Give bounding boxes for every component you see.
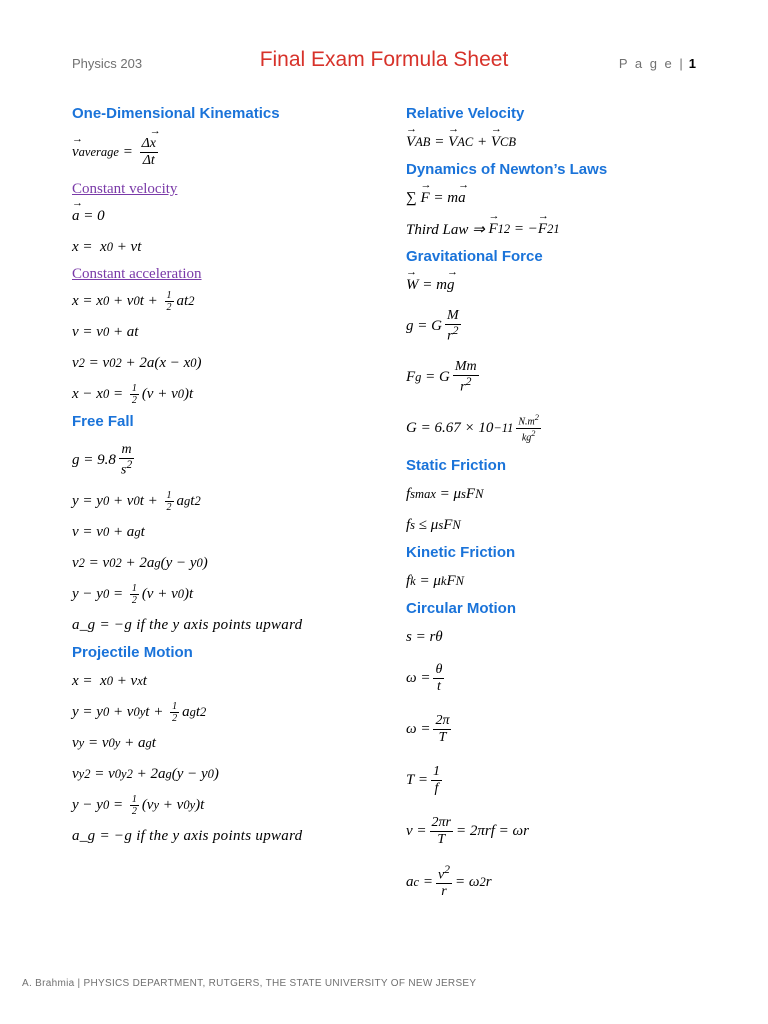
- heading-gravitational-force: Gravitational Force: [406, 248, 543, 265]
- eq-projectile-x: x = x 0 + v x t: [72, 672, 147, 689]
- eq-position-constant-acceleration: x = x 0 + v 0 t + $\frac{1}{2}$ at 2: [72, 289, 195, 313]
- eq-third-law: Third Law ⇒ → F 12 = − → F 21: [406, 217, 706, 241]
- eq-gravity-value: g = 9.8 $\frac{m}{s^2}$: [72, 442, 133, 478]
- subheading-constant-velocity: Constant velocity: [72, 181, 178, 197]
- page-title: Final Exam Formula Sheet: [259, 48, 509, 71]
- eq-displacement-average: x − x 0 = $\frac{1}{2}$ (v + v 0 )t: [72, 382, 194, 406]
- eq-arc-length: s = rθ: [406, 628, 443, 645]
- page-label: P a g e |: [618, 56, 685, 71]
- eq-freefall-position: y = y 0 + v 0 t + $\frac{1}{2}$ a g t 2: [72, 489, 201, 513]
- eq-projectile-displacement: y − y 0 = $\frac{1}{2}$ (v y + v 0y )t: [72, 793, 205, 817]
- left-column: [72, 100, 372, 855]
- eq-static-friction-max: f s max = μ s F N: [406, 485, 484, 502]
- course-name: Physics 203: [72, 56, 143, 71]
- eq-gravitational-constant: G = 6.67 × 10 −11 $\frac{N.m^2}{kg^2}$: [406, 413, 539, 443]
- eq-surface-gravity: g = G $\frac{M}{r^2}$: [406, 308, 459, 344]
- right-column: [406, 100, 706, 911]
- eq-static-friction-inequality: f s ≤ μ s F N: [406, 516, 461, 533]
- heading-circular-motion: Circular Motion: [406, 600, 517, 617]
- heading-projectile-motion: Projectile Motion: [72, 644, 193, 661]
- heading-static-friction: Static Friction: [406, 457, 507, 474]
- subheading-constant-acceleration: Constant acceleration: [72, 266, 202, 282]
- eq-weight: → W = m → g: [406, 273, 706, 297]
- eq-zero-acceleration: → a = 0: [72, 204, 372, 228]
- eq-average-velocity: → v average = $\frac{\Delta\to x}{\Delta t}$: [72, 130, 372, 174]
- note-ag-freefall: a_g = −g if the y axis points upward: [72, 616, 303, 633]
- eq-linear-velocity: v = $\frac{2\pi r}{T}$ = 2πrf = ωr: [406, 815, 529, 847]
- eq-velocity-squared: v 2 = v 0 2 + 2a(x − x 0 ): [72, 354, 202, 371]
- eq-relative-velocity: → V AB = → V AC + → V CB: [406, 130, 706, 154]
- heading-kinematics: One-Dimensional Kinematics: [72, 105, 280, 122]
- heading-free-fall: Free Fall: [72, 413, 134, 430]
- footer-credit: A. Brahmia | PHYSICS DEPARTMENT, RUTGERS, THE STATE UNIVERSITY OF NEW JERSEY: [22, 978, 477, 989]
- heading-newton-laws: Dynamics of Newton’s Laws: [406, 161, 608, 178]
- eq-kinetic-friction: f k = μ k F N: [406, 572, 464, 589]
- eq-position-constant-velocity: x = x 0 + vt: [72, 238, 142, 255]
- heading-kinetic-friction: Kinetic Friction: [406, 544, 516, 561]
- eq-gravitational-force: F g = G $\frac{Mm}{r^2}$: [406, 359, 477, 395]
- eq-freefall-displacement: y − y 0 = $\frac{1}{2}$ (v + v 0 )t: [72, 582, 194, 606]
- eq-projectile-y: y = y 0 + v 0y t + $\frac{1}{2}$ a g t 2: [72, 700, 207, 724]
- page-indicator: [619, 56, 696, 71]
- page-number: 1: [688, 56, 696, 71]
- heading-relative-velocity: Relative Velocity: [406, 105, 525, 122]
- eq-centripetal-acceleration: a c = $\frac{v^2}{r}$ = ω 2 r: [406, 863, 492, 900]
- eq-freefall-velocity-squared: v 2 = v 0 2 + 2a g (y − y 0 ): [72, 554, 208, 571]
- eq-period: T = $\frac{1}{f}$: [406, 764, 440, 796]
- eq-second-law: ∑ → F = m → a: [406, 186, 706, 210]
- eq-freefall-velocity: v = v 0 + a g t: [72, 523, 145, 540]
- note-ag-projectile: a_g = −g if the y axis points upward: [72, 827, 303, 844]
- eq-projectile-vy: v y = v 0y + a g t: [72, 734, 156, 751]
- eq-angular-velocity-period: ω = $\frac{2\pi}{T}$: [406, 713, 450, 745]
- eq-angular-velocity: ω = $\frac{\theta}{t}$: [406, 662, 443, 694]
- eq-projectile-vy-squared: v y 2 = v 0y 2 + 2a g (y − y 0 ): [72, 765, 219, 782]
- third-law-label: Third Law ⇒: [406, 221, 485, 238]
- eq-velocity-constant-acceleration: v = v 0 + at: [72, 323, 139, 340]
